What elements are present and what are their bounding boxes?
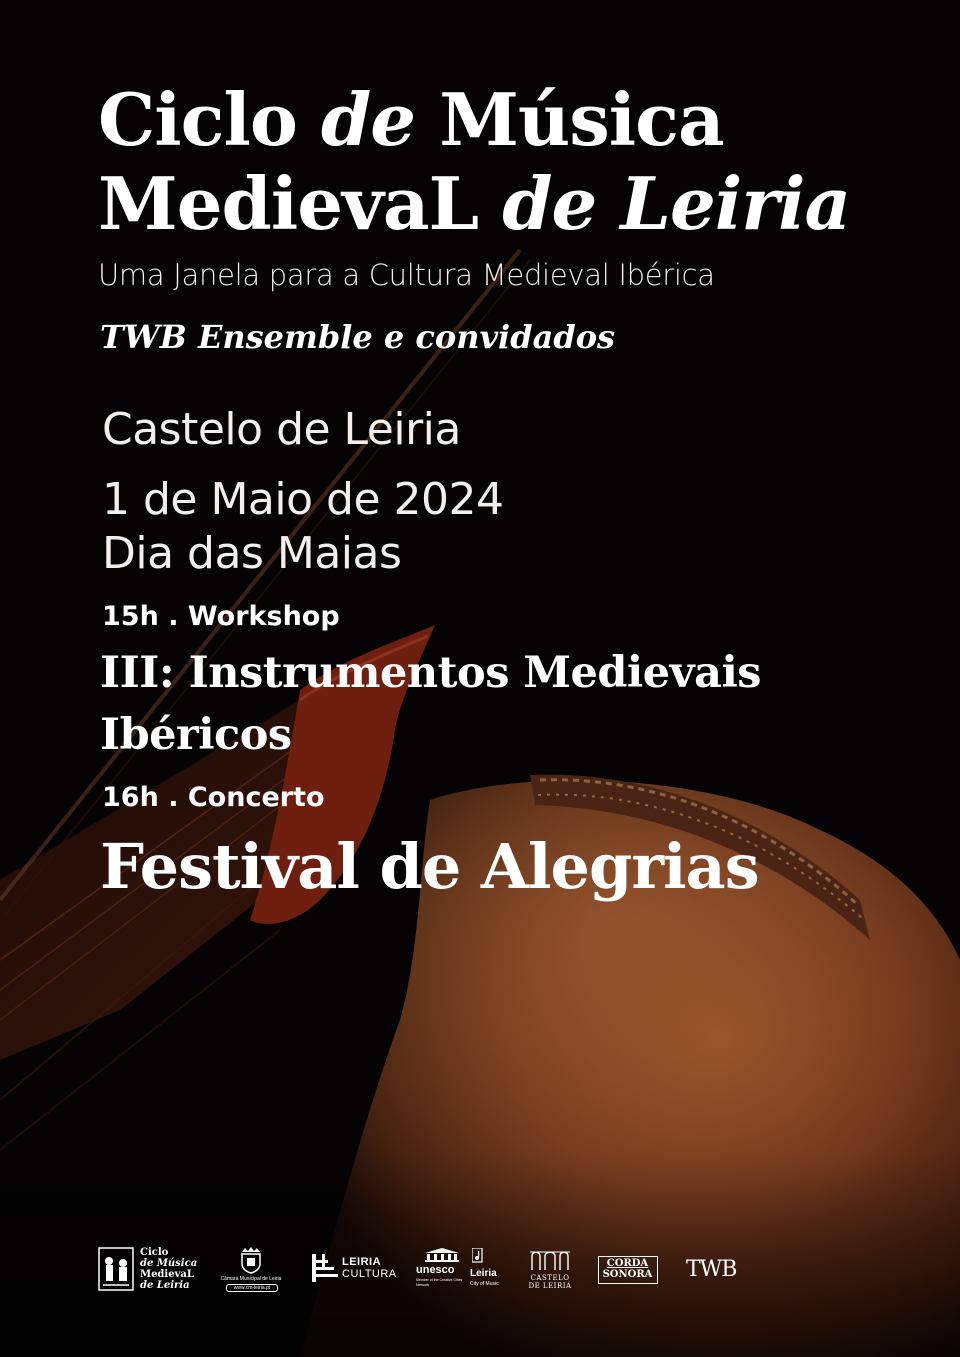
ciclo-logo	[98, 1247, 198, 1291]
leiria-cultura-line2: CULTURA	[342, 1268, 397, 1280]
castelo-line1: CASTELO	[530, 1274, 570, 1282]
concert-time-label: 16h . Concerto	[102, 782, 325, 813]
workshop-title	[100, 642, 920, 766]
workshop-title-line1: III: Instrumentos Medievais	[100, 648, 761, 698]
corda-sonora-logo	[598, 1256, 658, 1284]
corda-sonora-line2: SONORA	[602, 1269, 653, 1280]
subtitle: Uma Janela para a Cultura Medieval Ibérica	[98, 258, 715, 292]
unesco-temple-icon	[423, 1248, 461, 1262]
title-word-ciclo: Ciclo	[98, 77, 297, 162]
title-word-de-leiria: de Leiria	[502, 161, 851, 246]
day-name: Dia das Maias	[102, 528, 402, 579]
ensemble: TWB Ensemble e convidados	[100, 318, 616, 356]
castle-arches-icon	[530, 1248, 570, 1272]
sponsor-logos	[98, 1244, 758, 1294]
leiria-cultura-line1: LEIRIA	[342, 1256, 382, 1268]
venue: Castelo de Leiria	[102, 404, 461, 455]
music-note-icon	[472, 1248, 486, 1264]
concert-title: Festival de Alegrias	[100, 830, 759, 903]
unesco-note: Member of the Creative Cities Network	[416, 1278, 463, 1287]
title-word-musica: Música	[439, 77, 724, 162]
city-of-music-name: Leiria	[470, 1268, 497, 1279]
title-word-de: de	[320, 77, 416, 162]
ciclo-logo-line2: de Música	[140, 1258, 198, 1269]
camara-url: www.cm-leiria.pt	[226, 1284, 278, 1292]
city-of-music-tag: City of Music	[470, 1281, 499, 1287]
unesco-logo	[416, 1248, 468, 1292]
ciclo-logo-line1: Ciclo	[140, 1247, 169, 1258]
workshop-time-label: 15h . Workshop	[102, 601, 340, 632]
leiria-cultura-logo	[312, 1254, 397, 1286]
event-date: 1 de Maio de 2024	[102, 474, 504, 525]
workshop-title-line2: Ibéricos	[100, 710, 292, 760]
title-word-medieval: MedievaL	[98, 161, 479, 246]
ciclo-logo-line3: MedievaL	[140, 1269, 194, 1280]
castelo-logo	[528, 1248, 572, 1292]
coat-of-arms-icon	[238, 1246, 264, 1274]
unesco-name: unesco	[416, 1264, 455, 1276]
city-of-music-logo	[470, 1248, 504, 1292]
ciclo-logo-line4: de Leiria	[140, 1280, 190, 1291]
corda-sonora-line1: CORDA	[606, 1258, 649, 1269]
twb-name: TWB	[686, 1257, 737, 1282]
camara-municipal-logo	[216, 1246, 286, 1292]
event-title	[98, 78, 850, 246]
leiria-cultura-mark-icon	[312, 1254, 338, 1282]
castelo-line2: DE LEIRIA	[528, 1282, 572, 1290]
camara-name: Câmara Municipal de Leiria	[220, 1276, 282, 1282]
twb-logo	[686, 1256, 742, 1284]
ciclo-emblem-icon	[98, 1247, 134, 1291]
